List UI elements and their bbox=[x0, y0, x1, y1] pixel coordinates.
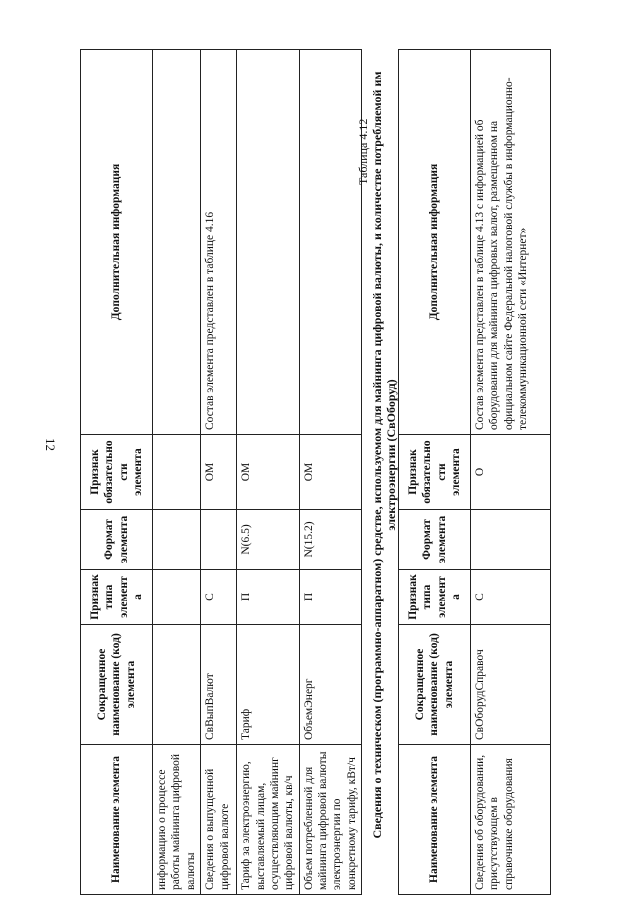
cell-code: ОбъемЭнерг bbox=[299, 625, 362, 745]
table-row bbox=[153, 50, 201, 895]
cell-name: Объем потребленной для майнинга цифровой валюты электроэнергии по конкретному тарифу, кВт/ч bbox=[299, 745, 362, 895]
cell-code: Тариф bbox=[237, 625, 300, 745]
table-caption: Сведения о техническом (программно-аппаратном) средстве, используемом для майнинга цифровой валюты, и количестве потребляемой им электроэнергии (СвОборуд) bbox=[370, 71, 399, 839]
header-format: Формат элемента bbox=[399, 510, 471, 570]
cell-format bbox=[471, 510, 551, 570]
cell-info bbox=[299, 50, 362, 435]
table-row bbox=[201, 50, 237, 895]
cell-format bbox=[153, 510, 201, 570]
header-short-code: Сокращенное наименование (код) элемента bbox=[81, 625, 153, 745]
header-additional-info: Дополнительная информация bbox=[399, 50, 471, 435]
equipment-table bbox=[398, 49, 551, 895]
cell-required: О bbox=[471, 435, 551, 510]
table-row bbox=[471, 50, 551, 895]
cell-required: ОМ bbox=[201, 435, 237, 510]
header-type: Признак типа элемента bbox=[399, 570, 471, 625]
cell-info bbox=[153, 50, 201, 435]
cell-name: Сведения о выпущенной цифровой валюте bbox=[201, 745, 237, 895]
cell-required bbox=[153, 435, 201, 510]
cell-code: СвВыпВалют bbox=[201, 625, 237, 745]
table-header-row bbox=[399, 50, 471, 895]
header-format: Формат элемента bbox=[81, 510, 153, 570]
cell-format bbox=[201, 510, 237, 570]
table-row bbox=[299, 50, 362, 895]
cell-info: Состав элемента представлен в таблице 4.16 bbox=[201, 50, 237, 435]
header-required: Признак обязательности элемента bbox=[81, 435, 153, 510]
cell-info bbox=[237, 50, 300, 435]
cell-format: N(15.2) bbox=[299, 510, 362, 570]
header-type: Признак типа элемента bbox=[81, 570, 153, 625]
header-element-name: Наименование элемента bbox=[399, 745, 471, 895]
cell-type: П bbox=[299, 570, 362, 625]
header-element-name: Наименование элемента bbox=[81, 745, 153, 895]
header-short-code: Сокращенное наименование (код) элемента bbox=[399, 625, 471, 745]
cell-code bbox=[153, 625, 201, 745]
cell-required: ОМ bbox=[299, 435, 362, 510]
table-row bbox=[237, 50, 300, 895]
cell-code: СвОборудСправоч bbox=[471, 625, 551, 745]
cell-format: N(6.5) bbox=[237, 510, 300, 570]
cell-info: Состав элемента представлен в таблице 4.13 с информацией об оборудовании для майнинга цифровых валют, размещенном на официальном сайте Федеральной налоговой службы в информационно-телекоммуникационной сети «Интернет» bbox=[471, 50, 551, 435]
cell-type: П bbox=[237, 570, 300, 625]
cell-name: информацию о процессе работы майнинга цифровой валюты bbox=[153, 745, 201, 895]
cell-required: ОМ bbox=[237, 435, 300, 510]
elements-table-continued bbox=[80, 49, 362, 895]
table-number-label: Таблица 4.12 bbox=[356, 118, 370, 185]
table-header-row bbox=[81, 50, 153, 895]
cell-type bbox=[153, 570, 201, 625]
cell-name: Сведения об оборудовании, присутствующем в справочнике оборудования bbox=[471, 745, 551, 895]
cell-type: С bbox=[471, 570, 551, 625]
header-required: Признак обязательности элемента bbox=[399, 435, 471, 510]
header-additional-info: Дополнительная информация bbox=[81, 50, 153, 435]
cell-type: С bbox=[201, 570, 237, 625]
cell-name: Тариф за электроэнергию, выставляемый лицам, осуществляющим майнинг цифровой валюты, кв/ч bbox=[237, 745, 300, 895]
page-number: 12 bbox=[43, 438, 58, 451]
